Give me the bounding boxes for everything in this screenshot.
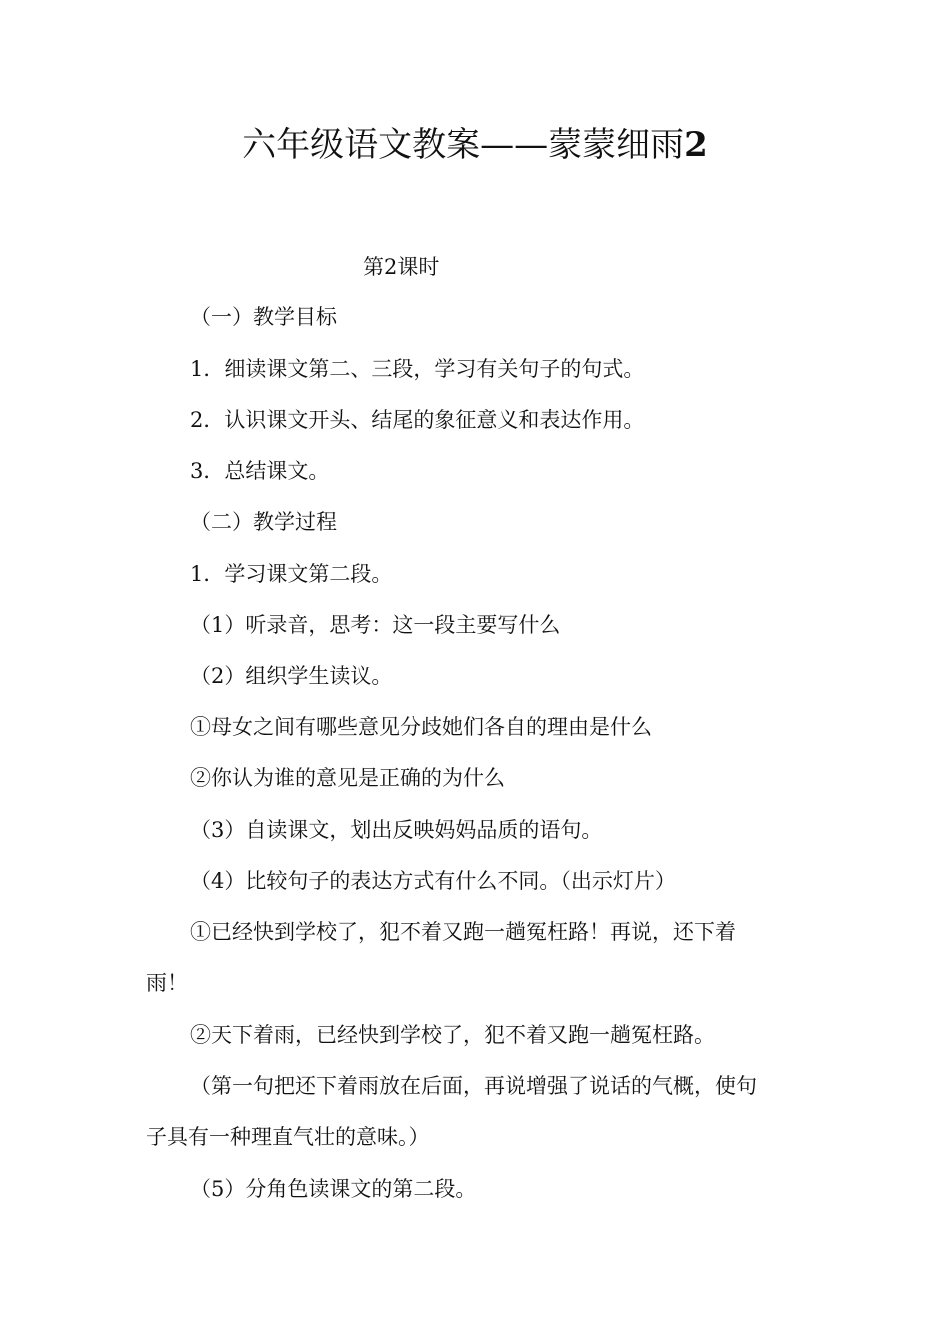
section-heading-process: （二）教学过程	[190, 510, 337, 534]
process-substep-4: （4）比较句子的表达方式有什么不同。（出示灯片）	[190, 869, 676, 893]
example-sentence-1-line-2: 雨！	[146, 971, 188, 995]
process-substep-5: （5）分角色读课文的第二段。	[190, 1177, 477, 1201]
section-heading-objectives: （一）教学目标	[190, 305, 337, 329]
lesson-period: 第2课时	[363, 255, 440, 279]
process-step-1: 1．学习课文第二段。	[190, 562, 393, 586]
example-sentence-1-line-1: ①已经快到学校了，犯不着又跑一趟冤枉路！再说，还下着	[190, 920, 736, 944]
document-title	[0, 118, 950, 172]
example-sentence-2: ②天下着雨，已经快到学校了，犯不着又跑一趟冤枉路。	[190, 1023, 715, 1047]
discussion-question-2: ②你认为谁的意见是正确的为什么	[190, 766, 505, 790]
explanation-note-line-1: （第一句把还下着雨放在后面，再说增强了说话的气概，使句	[190, 1074, 757, 1098]
process-substep-3: （3）自读课文，划出反映妈妈品质的语句。	[190, 818, 603, 842]
document-title-number: 2	[684, 125, 708, 165]
process-substep-1: （1）听录音，思考：这一段主要写什么	[190, 613, 561, 637]
process-substep-2: （2）组织学生读议。	[190, 664, 393, 688]
explanation-note-line-2: 子具有一种理直气壮的意味。）	[146, 1125, 430, 1149]
document-title-text: 六年级语文教案——蒙蒙细雨	[242, 125, 685, 165]
discussion-question-1: ①母女之间有哪些意见分歧她们各自的理由是什么	[190, 715, 652, 739]
objective-item-1: 1．细读课文第二、三段，学习有关句子的句式。	[190, 357, 645, 381]
objective-item-3: 3．总结课文。	[190, 459, 330, 483]
objective-item-2: 2．认识课文开头、结尾的象征意义和表达作用。	[190, 408, 645, 432]
